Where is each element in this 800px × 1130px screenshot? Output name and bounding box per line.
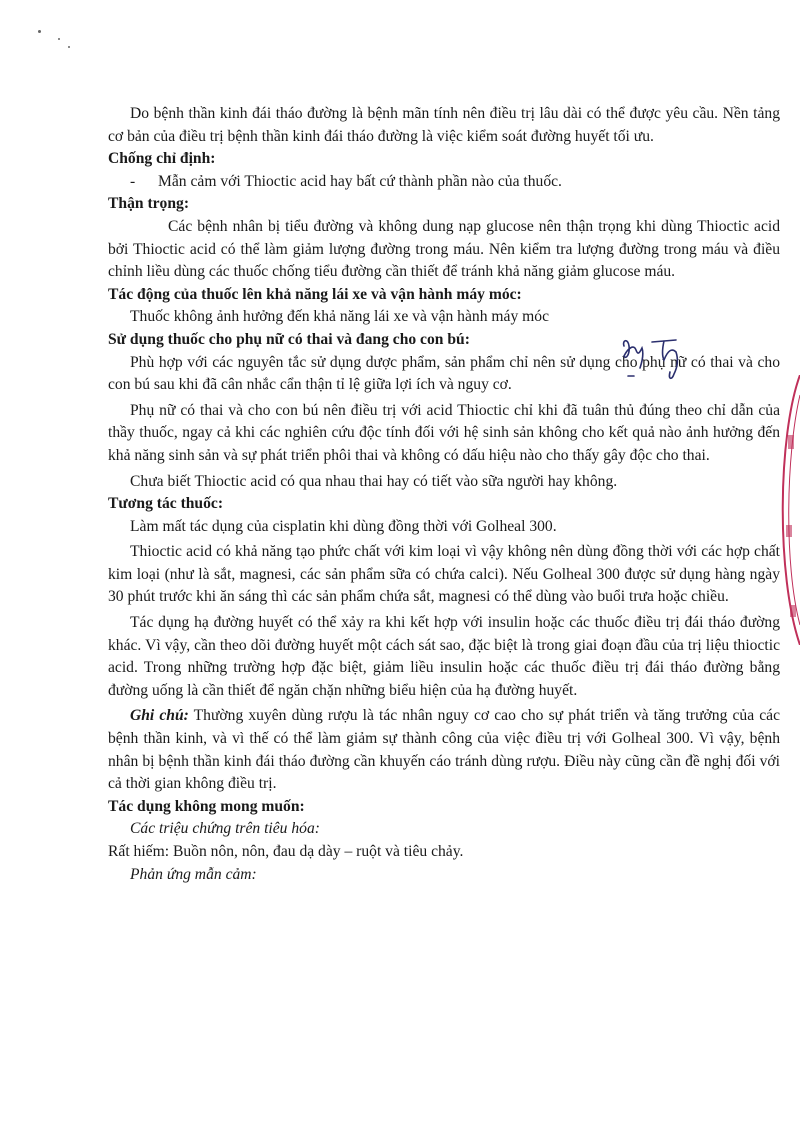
interaction-paragraph-2: Thioctic acid có khả năng tạo phức chất với kim loại vì vậy không nên dùng đồng thời với các hợp chất kim loại (như là sắt, magnesi, các sản phẩm sữa có chứa calci). Nếu Golheal 300 được sử dụng hàng ngày 30 phút trước khi ăn sáng thì các sản phẩm chứa sắt, magnesi có thể dùng vào buổi trưa hoặc chiều. (108, 543, 780, 606)
stamp-letter (788, 435, 794, 449)
stamp-arc (789, 395, 800, 625)
interaction-paragraph-1: Làm mất tác dụng của cisplatin khi dùng đồng thời với Golheal 300. (130, 517, 557, 535)
driving-paragraph: Thuốc không ảnh hưởng đến khả năng lái xe và vận hành máy móc (130, 308, 549, 326)
list-dash: - (130, 172, 136, 190)
adverse-gi-text: Rất hiếm: Buồn nôn, nôn, đau dạ dày – ruột và tiêu chảy. (108, 843, 464, 860)
contraindication-item (108, 171, 780, 194)
document-page (108, 103, 780, 886)
pregnancy-paragraph-1: Phù hợp với các nguyên tắc sử dụng dược phẩm, sản phẩm chỉ nên sử dụng cho phụ nữ có thai và cho con bú sau khi đã cân nhắc cẩn thận tỉ lệ giữa lợi ích và nguy cơ. (108, 353, 780, 394)
note-paragraph (108, 705, 780, 795)
pregnancy-paragraph-3: Chưa biết Thioctic acid có qua nhau thai hay có tiết vào sữa người hay không. (130, 472, 618, 490)
contraindication-heading: Chống chỉ định: (108, 150, 216, 168)
stamp-letter (786, 525, 792, 537)
scan-speck (68, 46, 70, 48)
signature-stroke (624, 341, 643, 368)
stamp-arc (783, 375, 800, 645)
stamp-letter (790, 605, 796, 617)
note-lead: Ghi chú: (130, 707, 189, 725)
adverse-subheading-gi: Các triệu chứng trên tiêu hóa: (130, 820, 320, 838)
signature-stroke (652, 340, 677, 378)
scan-speck (38, 30, 41, 33)
driving-heading: Tác động của thuốc lên khả năng lái xe và vận hành máy móc: (108, 285, 522, 303)
note-text: Thường xuyên dùng rượu là tác nhân nguy cơ cao cho sự phát triển và tăng trưởng của các bệnh thần kinh, và vì thế có thể làm giảm sự thành công của việc điều trị với Golheal 300. Vì vậy, bệnh nhân bị bệnh thần kinh đái tháo đường cần khuyến cáo tránh dùng rượu. Điều này cũng cần đề nghị đối với cả thời gian không điều trị. (108, 707, 780, 793)
pregnancy-heading: Sử dụng thuốc cho phụ nữ có thai và đang cho con bú: (108, 330, 470, 348)
caution-heading: Thận trọng: (108, 195, 190, 213)
adverse-subheading-hypersensitivity: Phản ứng mẫn cảm: (130, 865, 257, 883)
stamp-mark (770, 375, 800, 645)
pregnancy-paragraph-2: Phụ nữ có thai và cho con bú nên điều trị với acid Thioctic chỉ khi đã tuân thủ đúng theo chỉ dẫn của thầy thuốc, ngay cả khi các nghiên cứu độc tính đối với hệ sinh sản không cho kết quả nào ảnh hưởng đến khả năng sinh sản và sự phát triển phôi thai và không có dấu hiệu nào cho thấy gây độc cho thai. (108, 401, 780, 464)
intro-paragraph: Do bệnh thần kinh đái tháo đường là bệnh mãn tính nên điều trị lâu dài có thể được yêu cầu. Nền tảng cơ bản của điều trị bệnh thần kinh đái tháo đường là việc kiểm soát đường huyết tối ưu. (108, 105, 780, 145)
interaction-heading: Tương tác thuốc: (108, 495, 224, 513)
interaction-paragraph-3: Tác dụng hạ đường huyết có thể xảy ra khi kết hợp với insulin hoặc các thuốc điều trị đái tháo đường khác. Vì vậy, cần theo dõi đường huyết một cách sát sao, đặc biệt là trong giai đoạn đầu của trị liệu thioctic acid. Trong những trường hợp đặc biệt, giảm liều insulin hoặc các thuốc điều trị đái tháo đường bằng đường uống là cần thiết để ngăn chặn những biểu hiện của hạ đường huyết. (108, 614, 780, 699)
signature-mark (620, 336, 700, 386)
scan-speck (58, 38, 60, 40)
caution-paragraph: Các bệnh nhân bị tiểu đường và không dung nạp glucose nên thận trọng khi dùng Thioctic acid bởi Thioctic acid có thể làm giảm lượng đường trong máu. Nên kiểm tra lượng đường trong máu và điều chỉnh liều dùng các thuốc chống tiểu đường cần thiết để tránh khả năng giảm glucose máu. (108, 217, 780, 281)
adverse-heading: Tác dụng không mong muốn: (108, 797, 305, 815)
contraindication-text: Mẫn cảm với Thioctic acid hay bất cứ thành phần nào của thuốc. (158, 172, 562, 190)
